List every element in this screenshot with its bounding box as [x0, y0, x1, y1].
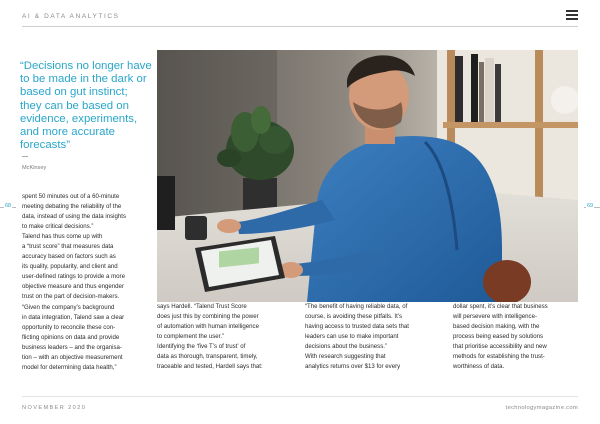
body-line: analytics returns over $13 for every: [305, 363, 401, 371]
body-line: based decision making, with the: [453, 323, 540, 331]
body-line: business leaders – and the organisa-: [22, 343, 122, 351]
body-line: Talend has thus come up with: [22, 233, 103, 241]
body-line: traceable and tested, Hardell says that:: [157, 363, 263, 371]
body-line: its quality, popularity, and client and: [22, 263, 118, 271]
pull-quote: “Decisions no longer have to be made in the dark or based on gut instinct; they can be based on evidence, experiments, and more accurate forecasts”: [20, 60, 152, 152]
body-line: to complement the user.”: [157, 333, 225, 341]
body-line: trust on the part of decision-makers.: [22, 293, 120, 301]
body-line: data, instead of using the data insights: [22, 213, 127, 221]
body-column-2: [157, 302, 263, 372]
body-line: user-defined ratings to provide a more: [22, 273, 125, 281]
body-line: to make critical decisions.”: [22, 223, 94, 231]
body-line: of automation with human intelligence: [157, 323, 259, 331]
quote-divider: [22, 156, 28, 157]
body-line: that prioritise accessibility and new: [453, 343, 547, 351]
body-line: says Hardell. “Talend Trust Score: [157, 303, 247, 310]
body-line: objective measure and thus engender: [22, 283, 124, 291]
section-label: AI & DATA ANALYTICS: [22, 13, 120, 20]
body-line: does just this by combining the power: [157, 313, 259, 321]
body-line: meeting debating the reliability of the: [22, 203, 122, 211]
body-line: spent 50 minutes out of a 60-minute: [22, 193, 120, 200]
body-line: dollar spent, it’s clear that business: [453, 303, 548, 310]
body-line: tion – with an objective measurement: [22, 353, 123, 361]
quote-source: McKinsey: [22, 165, 47, 171]
page-number-left: 68: [5, 203, 12, 209]
body-column-3: [305, 302, 409, 372]
body-line: leaders can use to make important: [305, 333, 399, 341]
body-line: will persevere with intelligence-: [453, 313, 537, 321]
body-line: having access to trusted data sets that: [305, 323, 409, 331]
article-photo: [157, 50, 578, 302]
body-line: opportunity to reconcile these con-: [22, 323, 116, 331]
body-line: “Given the company’s background: [22, 303, 115, 311]
body-line: flicting opinions on data and provide: [22, 333, 120, 341]
page-number-right: 69: [587, 203, 594, 209]
body-line: accuracy based on factors such as: [22, 253, 116, 261]
hamburger-menu-icon[interactable]: [566, 10, 578, 20]
body-line: process being eased by solutions: [453, 333, 544, 341]
body-line: “The benefit of having reliable data, of: [305, 303, 408, 310]
body-column-1: [22, 192, 126, 373]
body-line: Identifying the ‘five T’s of trust’ of: [157, 343, 246, 351]
body-line: With research suggesting that: [305, 353, 386, 361]
body-line: in data integration, Talend saw a clear: [22, 313, 125, 321]
body-column-4: [453, 302, 548, 372]
footer-site-link[interactable]: technologymagazine.com: [505, 405, 578, 411]
body-line: worthiness of data.: [453, 363, 505, 371]
body-line: data as thorough, transparent, timely,: [157, 353, 258, 361]
body-line: decisions about the business.”: [305, 343, 387, 351]
header-divider: [22, 26, 578, 27]
body-line: course, is avoiding these pitfalls. It’s: [305, 313, 403, 321]
body-line: model for determining data health,”: [22, 363, 117, 371]
body-line: a “trust score” that measures data: [22, 243, 114, 251]
footer-date: NOVEMBER 2020: [22, 405, 87, 411]
body-line: methods for establishing the trust-: [453, 353, 545, 361]
footer-divider: [22, 396, 578, 397]
